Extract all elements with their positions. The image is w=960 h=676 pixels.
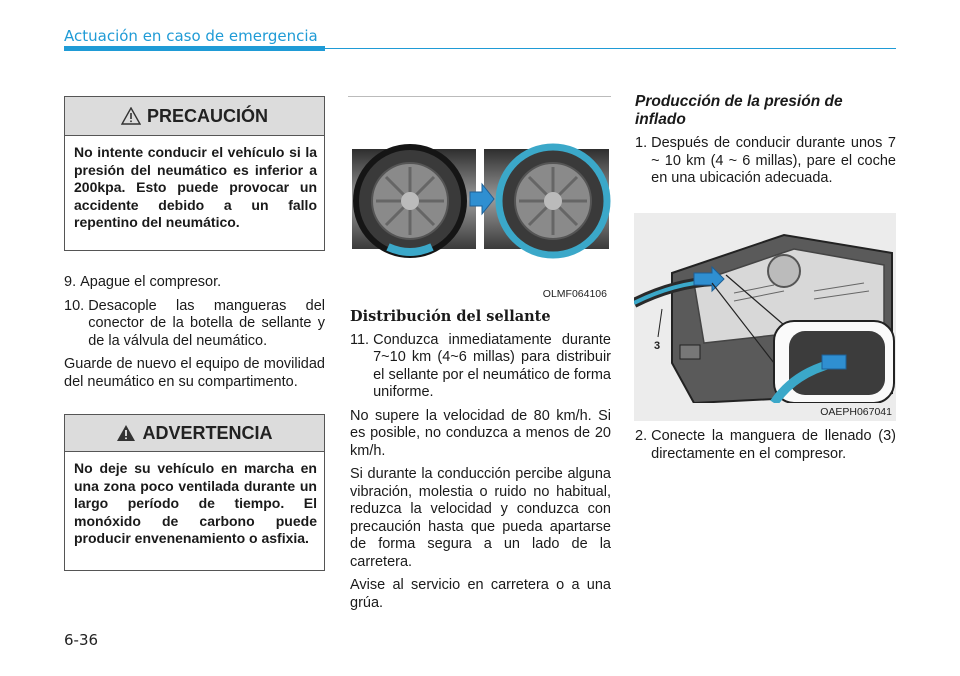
storage-paragraph: Guarde de nuevo el equipo de movilidad del neumático en su compartimento.	[64, 356, 325, 390]
step-number: 9.	[64, 274, 81, 290]
step-1	[635, 135, 896, 188]
step-10	[64, 298, 325, 351]
tire-sealant-figure	[348, 96, 611, 303]
middle-column	[350, 308, 611, 618]
figure-caption: OAEPH067041	[820, 406, 892, 418]
figure-caption: OLMF064106	[542, 288, 607, 300]
tire-illustration	[348, 97, 611, 283]
vibration-paragraph: Si durante la conducción percibe alguna vibración, molestia o ruido no habitual, reduzca la velocidad y conduzca con precaución hasta que pueda apartarse de forma segura a un lado de la carretera.	[350, 466, 611, 570]
step-9	[64, 274, 325, 292]
header-rule	[325, 48, 896, 49]
hose-callout: 3	[654, 340, 661, 352]
warning-box	[64, 414, 325, 571]
step-text: Conduzca inmediatamente durante 7~10 km (4~6 millas) para distribuir el sellante por el neumático de forma uniforme.	[373, 331, 611, 400]
assistance-paragraph: Avise al servicio en carretera o a una grúa.	[350, 577, 611, 611]
right-column-bottom	[635, 428, 896, 469]
page-number: 6-36	[64, 631, 99, 649]
right-column-top	[635, 93, 896, 194]
caution-header	[65, 97, 324, 136]
caution-box	[64, 96, 325, 251]
distribution-heading: Distribución del sellante	[350, 308, 551, 325]
step-text: Desacople las mangueras del conector de la botella de sellante y de la válvula del neumático.	[88, 297, 325, 349]
step-text: Conecte la manguera de llenado (3) directamente en el compresor.	[651, 428, 896, 462]
step-number: 1.	[635, 135, 652, 151]
step-number: 2.	[635, 428, 652, 444]
warning-text: No deje su vehículo en marcha en una zona poco ventilada durante un largo período de tiempo. El monóxido de carbono puede producir envenenamiento o asfixia.	[74, 460, 317, 546]
step-number: 11.	[350, 331, 374, 348]
caution-text: No intente conducir el vehículo si la presión del neumático es inferior a 200kpa. Esto puede provocar un accidente debido a un fallo repentino del neumático.	[74, 144, 317, 230]
speed-paragraph: No supere la velocidad de 80 km/h. Si es posible, no conduzca a menos de 20 km/h.	[350, 407, 611, 459]
step-text: Después de conducir durante unos 7 ~ 10 km (4 ~ 6 millas), pare el coche en una ubicación adecuada.	[651, 135, 896, 186]
step-number: 10.	[64, 297, 89, 314]
pressure-heading: Producción de la presión de inflado	[635, 93, 843, 128]
compressor-figure	[634, 213, 896, 421]
left-column	[64, 274, 325, 397]
warning-header	[65, 415, 324, 452]
caution-label: PRECAUCIÓN	[146, 105, 268, 126]
step-2	[635, 428, 896, 463]
caution-triangle-icon	[121, 107, 141, 125]
warning-label: ADVERTENCIA	[142, 422, 273, 443]
step-text: Apague el compresor.	[80, 274, 222, 290]
compressor-illustration	[634, 213, 896, 403]
step-11	[350, 332, 611, 402]
section-title: Actuación en caso de emergencia	[64, 27, 318, 45]
warning-triangle-icon	[116, 424, 136, 442]
header-bar	[64, 46, 325, 51]
